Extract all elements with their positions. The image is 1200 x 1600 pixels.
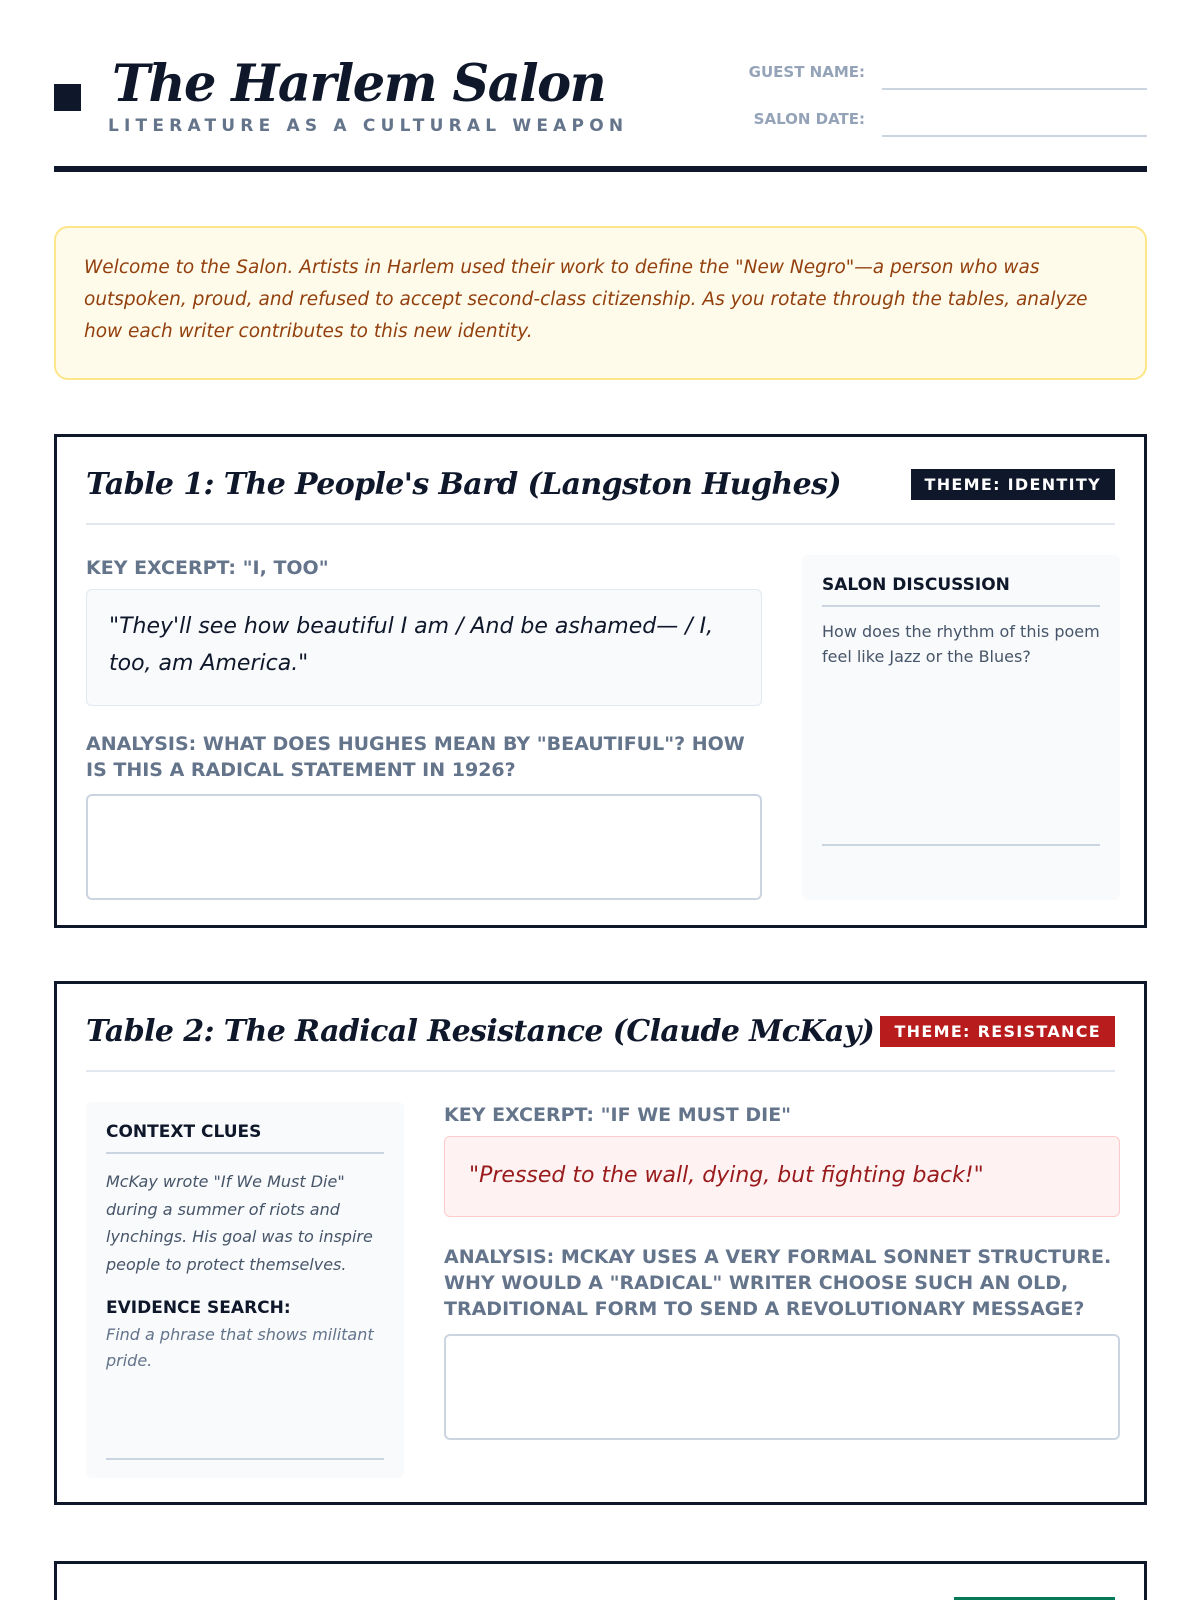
guest-name-field[interactable] [882, 88, 1147, 90]
table-1-excerpt-label: KEY EXCERPT: "I, TOO" [86, 557, 329, 579]
table-2-card [54, 981, 1147, 1505]
table-2-title: Table 2: The Radical Resistance (Claude McKay) [86, 1014, 875, 1049]
table-1-discussion-panel [802, 555, 1120, 900]
table-1-card [54, 434, 1147, 928]
logo-square-icon [54, 84, 81, 111]
table-2-context-heading: CONTEXT CLUES [106, 1122, 384, 1154]
table-2-evidence-heading: EVIDENCE SEARCH: [106, 1298, 291, 1318]
guest-name-row [682, 58, 1147, 90]
table-1-discussion-prompt: How does the rhythm of this poem feel like Jazz or the Blues? [822, 622, 1100, 666]
page-subtitle: LITERATURE AS A CULTURAL WEAPON [108, 116, 629, 136]
page-header [54, 0, 1147, 172]
table-2-evidence-text: Find a phrase that shows militant pride. [106, 1325, 374, 1370]
table-2-context-text: McKay wrote "If We Must Die" during a summer of riots and lynchings. His goal was to inspire people to protect themselves. [106, 1172, 373, 1274]
table-1-quote: "They'll see how beautiful I am / And be ashamed— / I, too, am America." [86, 589, 762, 706]
table-2-evidence-answer-line[interactable] [106, 1458, 384, 1460]
salon-date-row [682, 105, 1147, 137]
table-2-theme-badge: THEME: RESISTANCE [880, 1016, 1115, 1047]
table-1-analysis-label: ANALYSIS: WHAT DOES HUGHES MEAN BY "BEAUTIFUL"? HOW IS THIS A RADICAL STATEMENT IN 1926? [86, 733, 745, 781]
table-2-excerpt-label: KEY EXCERPT: "IF WE MUST DIE" [444, 1104, 792, 1126]
table-1-discussion-answer-line[interactable] [822, 844, 1100, 846]
worksheet-page [54, 0, 1147, 1370]
table-1-title: Table 1: The People's Bard (Langston Hughes) [86, 467, 841, 502]
intro-text: Welcome to the Salon. Artists in Harlem used their work to define the "New Negro"—a person who was outspoken, proud, and refused to accept second-class citizenship. As you rotate through the tables, analyze how each writer contributes to this new identity. [84, 257, 1088, 342]
table-1-header [86, 467, 1115, 525]
table-1-discussion-heading: SALON DISCUSSION [822, 575, 1100, 607]
table-2-analysis-answer-box[interactable] [444, 1334, 1120, 1440]
guest-name-label: GUEST NAME: [748, 63, 865, 81]
table-2-analysis-label: ANALYSIS: MCKAY USES A VERY FORMAL SONNET STRUCTURE. WHY WOULD A "RADICAL" WRITER CHOOSE SUCH AN OLD, TRADITIONAL FORM TO SEND A REVOLUTIONARY MESSAGE? [444, 1246, 1112, 1320]
intro-callout [54, 226, 1147, 380]
table-2-header [86, 1014, 1115, 1072]
table-1-analysis-answer-box[interactable] [86, 794, 762, 900]
table-3-card [54, 1561, 1147, 1600]
table-1-theme-badge: THEME: IDENTITY [911, 469, 1115, 500]
salon-date-label: SALON DATE: [753, 110, 865, 128]
salon-date-field[interactable] [882, 135, 1147, 137]
table-2-quote: "Pressed to the wall, dying, but fighting back!" [444, 1136, 1120, 1217]
page-title: The Harlem Salon [112, 54, 606, 114]
table-2-context-panel [86, 1102, 404, 1478]
